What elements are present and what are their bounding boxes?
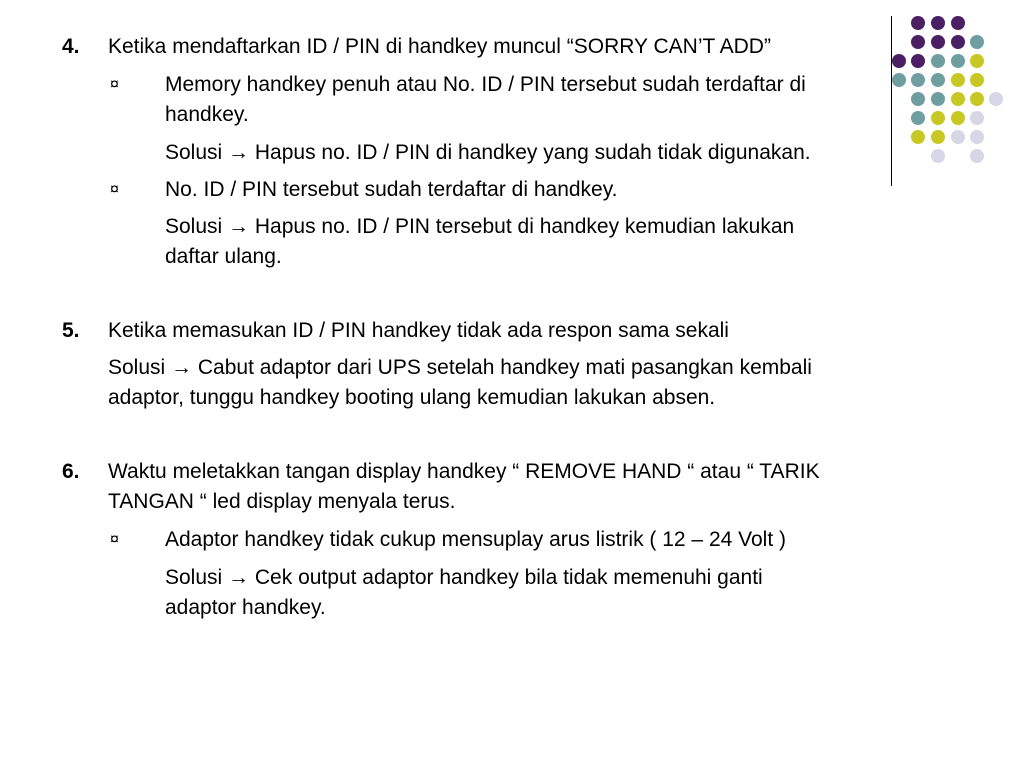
decorative-dot <box>970 54 984 68</box>
decorative-dot-grid <box>0 0 1024 200</box>
decorative-dot <box>911 92 925 106</box>
item-5-number: 5. <box>62 319 80 342</box>
solution-text: Hapus no. ID / PIN di handkey yang sudah tidak digunakan. <box>254 141 811 164</box>
decorative-dot <box>951 16 965 30</box>
item-6-point-1-line-1: Adaptor handkey tidak cukup mensuplay arus listrik ( 12 – 24 Volt ) <box>165 528 786 551</box>
item-4-point-1-solution <box>165 138 811 168</box>
decorative-dot <box>911 111 925 125</box>
decorative-dot <box>911 54 925 68</box>
decorative-dot <box>970 130 984 144</box>
decorative-dot <box>892 54 906 68</box>
item-6-heading-line-1: Waktu meletakkan tangan display handkey “ REMOVE HAND “ atau “ TARIK <box>108 460 820 483</box>
item-5-solution <box>108 353 812 383</box>
item-4-heading: Ketika mendaftarkan ID / PIN di handkey muncul “SORRY CAN’T ADD” <box>108 35 771 58</box>
decorative-vertical-line <box>891 16 892 186</box>
decorative-dot <box>951 54 965 68</box>
solution-text: Hapus no. ID / PIN tersebut di handkey kemudian lakukan <box>254 215 795 238</box>
item-6-point-1-solution <box>165 563 763 593</box>
item-4-point-2-line-1: No. ID / PIN tersebut sudah terdaftar di handkey. <box>165 178 618 201</box>
decorative-dot <box>970 111 984 125</box>
item-4-point-2-solution-line-2: daftar ulang. <box>165 245 282 268</box>
decorative-dot <box>931 149 945 163</box>
decorative-dot <box>931 35 945 49</box>
item-6-number: 6. <box>62 460 80 483</box>
item-4-point-1-line-1: Memory handkey penuh atau No. ID / PIN tersebut sudah terdaftar di <box>165 73 806 96</box>
right-arrow-icon: → <box>228 215 250 238</box>
item-5-solution-line-2: adaptor, tunggu handkey booting ulang kemudian lakukan absen. <box>108 386 716 409</box>
solution-label: Solusi <box>165 566 223 589</box>
decorative-dot <box>989 92 1003 106</box>
item-4-number: 4. <box>62 35 80 58</box>
decorative-dot <box>951 35 965 49</box>
item-4-point-2-solution <box>165 212 794 242</box>
decorative-dot <box>931 16 945 30</box>
decorative-dot <box>931 73 945 87</box>
decorative-dot <box>911 130 925 144</box>
decorative-dot <box>931 92 945 106</box>
solution-label: Solusi <box>165 215 223 238</box>
bullet-icon: ¤ <box>110 76 119 93</box>
decorative-dot <box>931 54 945 68</box>
solution-label: Solusi <box>108 356 166 379</box>
decorative-dot <box>970 149 984 163</box>
right-arrow-icon: → <box>228 141 250 164</box>
decorative-dot <box>951 92 965 106</box>
decorative-dot <box>951 111 965 125</box>
decorative-dot <box>970 73 984 87</box>
decorative-dot <box>970 35 984 49</box>
decorative-dot <box>931 130 945 144</box>
solution-label: Solusi <box>165 141 223 164</box>
item-5-heading: Ketika memasukan ID / PIN handkey tidak ada respon sama sekali <box>108 319 729 342</box>
decorative-dot <box>892 73 906 87</box>
solution-text: Cek output adaptor handkey bila tidak memenuhi ganti <box>254 566 763 589</box>
item-6-heading-line-2: TANGAN “ led display menyala terus. <box>108 490 456 513</box>
item-6-point-1-solution-line-2: adaptor handkey. <box>165 596 326 619</box>
solution-text: Cabut adaptor dari UPS setelah handkey mati pasangkan kembali <box>197 356 812 379</box>
decorative-dot <box>951 130 965 144</box>
decorative-dot <box>931 111 945 125</box>
decorative-dot <box>911 73 925 87</box>
bullet-icon: ¤ <box>110 181 119 198</box>
item-4-point-1-line-2: handkey. <box>165 103 249 126</box>
decorative-dot <box>970 92 984 106</box>
decorative-dot <box>911 35 925 49</box>
decorative-dot <box>951 73 965 87</box>
right-arrow-icon: → <box>171 356 193 379</box>
right-arrow-icon: → <box>228 566 250 589</box>
bullet-icon: ¤ <box>110 531 119 548</box>
decorative-dot <box>911 16 925 30</box>
